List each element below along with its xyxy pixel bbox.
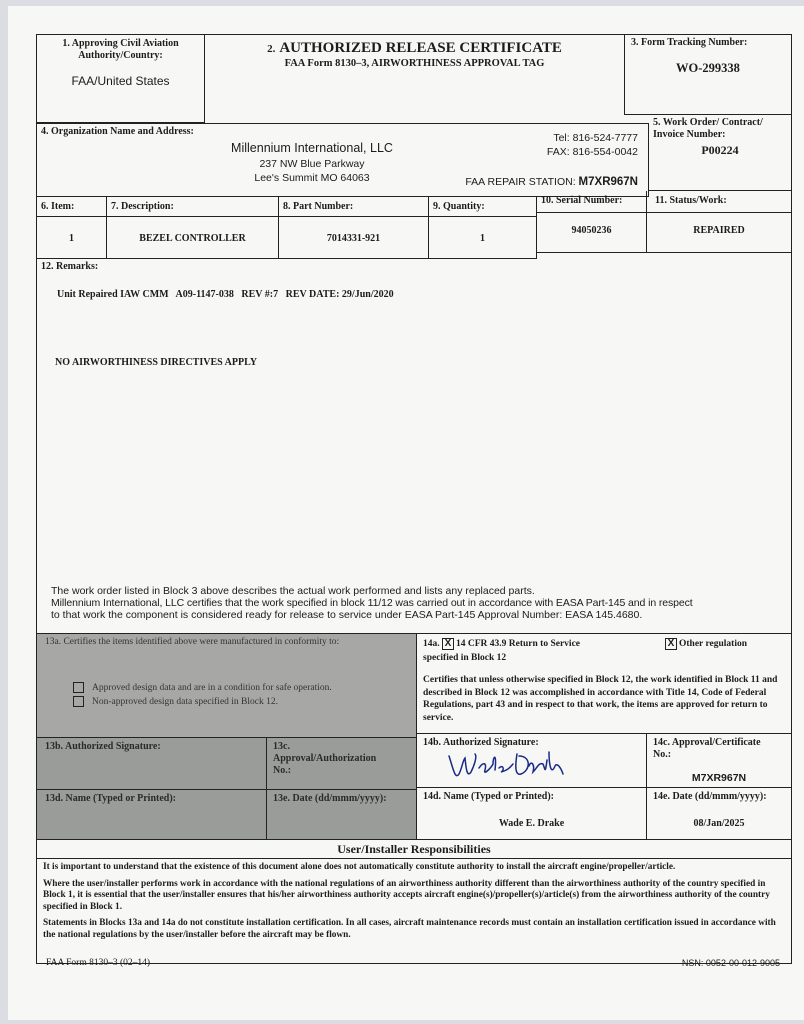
block-2-number: 2. [267,43,276,55]
footer-form-number: FAA Form 8130–3 (02–14) [46,958,151,968]
responsibilities-paragraph-2: Where the user/installer performs work in accordance with the national regulations of an airworthiness authority different than the airworthiness authority of the country specified in Block 1, it is essential that the user/installer ensures that his/her airworthiness authority accepts aircraft engine(s)/propeller(s)/article(s) from the airworthiness authority of the country specified in Block 1. [43,878,770,912]
non-approved-design-label: Non-approved design data specified in Block 12. [92,697,278,707]
signer-name: Wade E. Drake [498,818,565,829]
remarks-label: 12. Remarks: [41,261,99,272]
responsibilities-title: User/Installer Responsibilities [37,840,791,859]
status-work-value: REPAIRED [647,213,791,253]
block-13b-label: 13b. Authorized Signature: [45,741,161,752]
block-13e-label: 13e. Date (dd/mmm/yyyy): [273,793,387,804]
quantity-header: 9. Quantity: [429,197,537,217]
organization-city: Lee's Summit MO 64063 [254,172,370,184]
non-approved-design-checkbox[interactable] [73,696,84,707]
block-12-remarks [37,259,791,631]
block-3-label: 3. Form Tracking Number: [631,37,748,48]
repair-station-label: FAA REPAIR STATION: [465,176,576,188]
block-14e-label: 14e. Date (dd/mmm/yyyy): [653,791,767,802]
form-tracking-number: WO-299338 [676,61,740,75]
block-4 [37,123,649,197]
block-14d [417,787,647,839]
block-13b [37,737,267,789]
block-13a-option-2 [73,696,278,708]
responsibilities-paragraph-3: Statements in Blocks 13a and 14a do not constitute installation certification. In all cases, aircraft maintenance records must contain an installation certification issued in accordance with the national regulations by the user/installer before the aircraft may be flown. [43,918,776,940]
block-13c-label: 13c. Approval/Authorization No.: [273,741,377,776]
form-subtitle: FAA Form 8130–3, AIRWORTHINESS APPROVAL TAG [284,58,545,69]
other-regulation-checkbox[interactable]: X [665,638,677,650]
remarks-ad-line: NO AIRWORTHINESS DIRECTIVES APPLY [55,357,258,368]
description-value: BEZEL CONTROLLER [107,217,279,259]
part-number-value: 7014331-921 [279,217,429,259]
block-14c-label: 14c. Approval/Certificate No.: [653,737,761,760]
block-14d-label: 14d. Name (Typed or Printed): [423,791,555,802]
responsibilities-paragraph-1: It is important to understand that the existence of this document alone does not automatically constitute authority to install the aircraft engine/propeller/article. [43,862,676,872]
block-14b [417,733,647,787]
status-work-header: 11. Status/Work: [647,191,791,213]
block-14e [647,787,791,839]
repair-station-number: M7XR967N [578,176,638,188]
release-certificate-form [36,34,792,964]
work-order-number: P00224 [701,143,739,157]
block-14b-label: 14b. Authorized Signature: [423,737,539,748]
approved-design-label: Approved design data and are in a condition for safe operation. [92,683,332,693]
cfr-43-9-label: 14 CFR 43.9 Return to Service [456,639,581,650]
description-header: 7. Description: [107,197,279,217]
block-5-label: 5. Work Order/ Contract/ Invoice Number: [653,117,763,140]
paper-sheet [8,6,804,1020]
block-1-label: 1. Approving Civil Aviation Authority/Country: [62,38,179,61]
part-number-header: 8. Part Number: [279,197,429,217]
remarks-statement-1: The work order listed in Block 3 above describes the actual work performed and lists any replaced parts. [51,585,535,597]
block-13e [267,789,417,839]
item-value: 1 [37,217,107,259]
form-title: AUTHORIZED RELEASE CERTIFICATE [279,40,562,56]
footer-nsn: NSN: 0052-00-012-9005 [681,958,780,968]
approved-design-checkbox[interactable] [73,682,84,693]
authorized-signature-image [445,746,565,786]
block-3 [625,35,791,115]
remarks-cmm-line: Unit Repaired IAW CMM A09-1147-038 REV #:7 REV DATE: 29/Jun/2020 [57,289,394,300]
block-13a [37,633,417,737]
block-14a [417,633,791,733]
block-13a-option-1 [73,682,332,694]
block-5 [649,115,791,191]
serial-number-value: 94050236 [537,213,647,253]
other-regulation-row [665,638,747,650]
block-14a-row [423,638,580,650]
organization-name: Millennium International, LLC [231,141,393,155]
block-4-label: 4. Organization Name and Address: [41,126,194,137]
block-13c [267,737,417,789]
organization-fax: FAX: 816-554-0042 [546,146,638,158]
serial-number-header: 10. Serial Number: [537,191,647,213]
block-13d-label: 13d. Name (Typed or Printed): [45,793,177,804]
block-14a-number: 14a. [423,639,440,650]
block-2 [205,35,625,115]
block-14c [647,733,791,787]
cfr-43-9-label-2: specified in Block 12 [423,653,507,663]
organization-street: 237 NW Blue Parkway [259,158,365,170]
other-regulation-label: Other regulation [679,639,747,650]
approval-certificate-number: M7XR967N [691,772,747,784]
approving-authority-value: FAA/United States [71,74,170,88]
quantity-value: 1 [429,217,537,259]
block-13d [37,789,267,839]
repair-station [465,176,638,188]
user-installer-responsibilities [37,839,791,963]
remarks-statement-3: to that work the component is considered ready for release to service under EASA Part-145 Approval Number: EASA 145.4680. [51,609,643,621]
block-13a-label: 13a. Certifies the items identified above were manufactured in conformity to: [45,637,340,647]
item-header: 6. Item: [37,197,107,217]
remarks-statement-2: Millennium International, LLC certifies that the work specified in block 11/12 was carried out in accordance with EASA Part-145 and in respect [51,597,693,609]
cfr-43-9-checkbox[interactable]: X [442,638,454,650]
block-14a-text: Certifies that unless otherwise specified in Block 12, the work identified in Block 11 and described in Block 12 was accomplished in accordance with Title 14, Code of Federal Regulations, part 43 and in respect to that work, the items are approved for return to service. [423,675,778,723]
block-1 [37,35,205,123]
organization-tel: Tel: 816-524-7777 [553,132,638,144]
release-date: 08/Jan/2025 [693,818,745,829]
